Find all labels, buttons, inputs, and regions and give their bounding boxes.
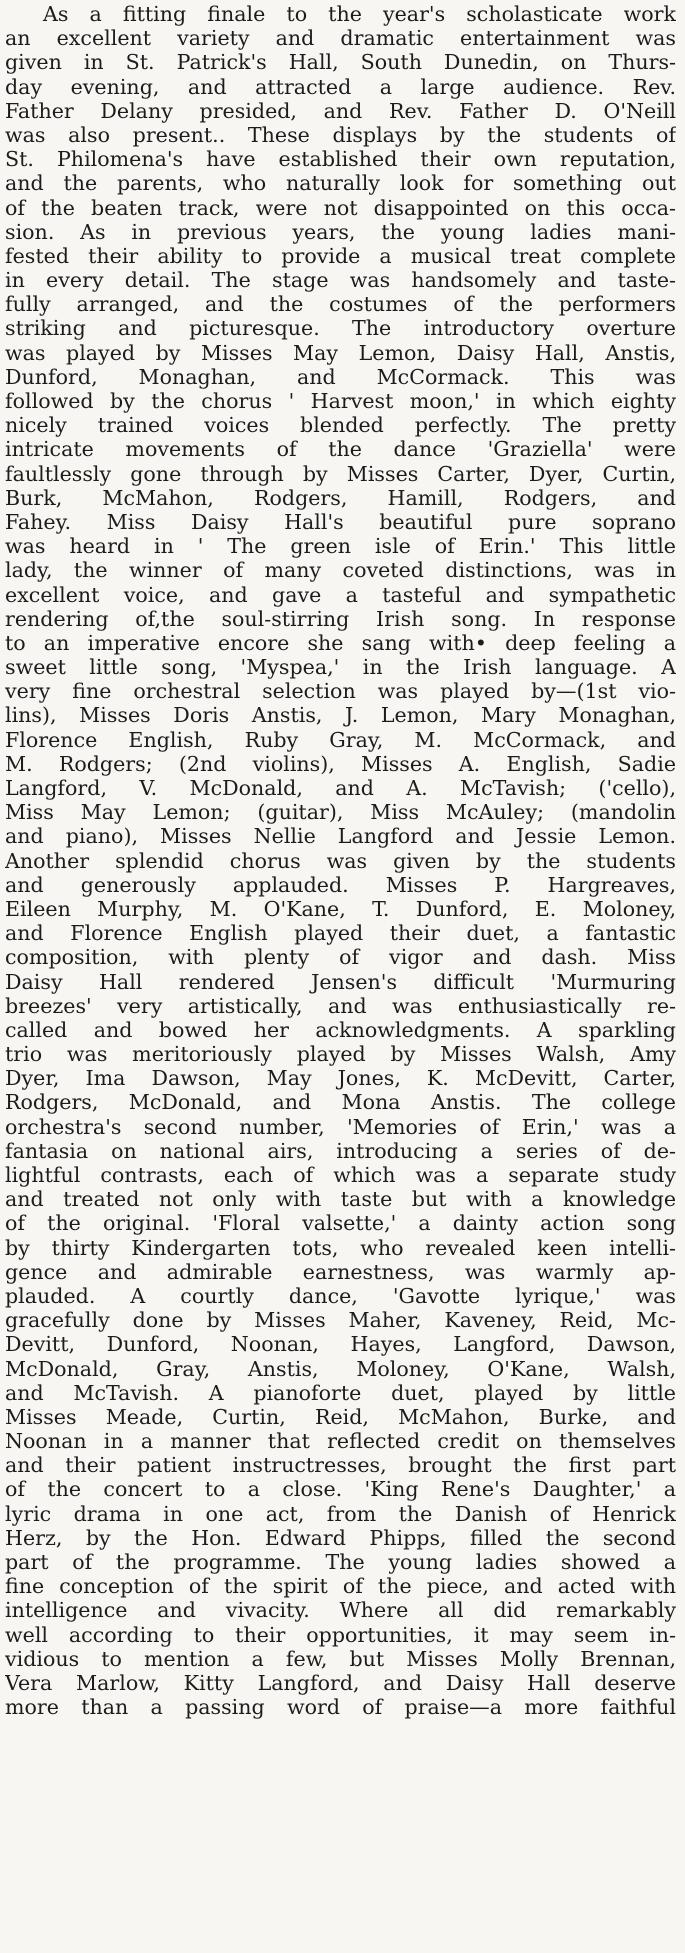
article-line: and McTavish. A pianoforte duet, played by little — [5, 1380, 676, 1405]
article-line: Another splendid chorus was given by the students — [5, 848, 676, 873]
article-line: and generously applauded. Misses P. Hargreaves, — [5, 872, 676, 897]
article-line: plauded. A courtly dance, 'Gavotte lyrique,' was — [5, 1283, 676, 1308]
article-line: Fahey. Miss Daisy Hall's beautiful pure soprano — [5, 509, 676, 534]
article-line: day evening, and attracted a large audience. Rev. — [5, 74, 676, 99]
article-line: Father Delany presided, and Rev. Father D. O'Neill — [5, 98, 676, 123]
article-line: part of the programme. The young ladies showed a — [5, 1550, 676, 1574]
article-line: of the original. 'Floral valsette,' a dainty action song — [5, 1211, 676, 1236]
article-line: given in St. Patrick's Hall, South Dunedin, on Thurs- — [5, 50, 676, 75]
article-line: rendering of,the soul-stirring Irish song. In response — [5, 606, 676, 631]
article-line: fested their ability to provide a musical treat complete — [5, 243, 676, 268]
article-line: called and bowed her acknowledgments. A sparkling — [5, 1017, 676, 1042]
article-line: nicely trained voices blended perfectly. The pretty — [5, 413, 676, 438]
article-line: Daisy Hall rendered Jensen's difficult 'Murmuring — [5, 969, 676, 994]
article-line: and piano), Misses Nellie Langford and Jessie Lemon. — [5, 824, 676, 849]
article-line: vidious to mention a few, but Misses Molly Brennan, — [5, 1646, 676, 1671]
article-line: Eileen Murphy, M. O'Kane, T. Dunford, E. Moloney, — [5, 896, 676, 921]
article-line: Herz, by the Hon. Edward Phipps, filled the second — [5, 1525, 676, 1550]
article-line: was played by Misses May Lemon, Daisy Hall, Anstis, — [5, 340, 676, 365]
article-line: Dyer, Ima Dawson, May Jones, K. McDevitt, Carter, — [5, 1066, 676, 1091]
article-line: intelligence and vivacity. Where all did remarkably — [5, 1598, 676, 1623]
article-line: Langford, V. McDonald, and A. McTavish; ('cello), — [5, 776, 676, 800]
article-line: well according to their opportunities, it may seem in- — [5, 1622, 676, 1647]
article-line: fully arranged, and the costumes of the performers — [5, 292, 676, 317]
article-line: was heard in ' The green isle of Erin.' This little — [5, 534, 676, 559]
article-line: Noonan in a manner that reflected credit on themselves — [5, 1429, 676, 1454]
article-line: more than a passing word of praise—a more faithful — [5, 1695, 676, 1720]
article-line: breezes' very artistically, and was enthusiastically re- — [5, 993, 676, 1018]
article-body — [5, 2, 676, 1719]
article-line: intricate movements of the dance 'Graziella' were — [5, 437, 676, 462]
article-line: gence and admirable earnestness, was warmly ap- — [5, 1259, 676, 1284]
article-line: by thirty Kindergarten tots, who revealed keen intelli- — [5, 1235, 676, 1260]
article-line: composition, with plenty of vigor and dash. Miss — [5, 945, 676, 970]
article-line: lightful contrasts, each of which was a separate study — [5, 1163, 676, 1187]
article-line: and Florence English played their duet, a fantastic — [5, 921, 676, 946]
article-line: trio was meritoriously played by Misses Walsh, Amy — [5, 1042, 676, 1067]
article-line: Miss May Lemon; (guitar), Miss McAuley; (mandolin — [5, 800, 676, 825]
article-line: and their patient instructresses, brought the first part — [5, 1453, 676, 1478]
article-line: fine conception of the spirit of the piece, and acted with — [5, 1574, 676, 1599]
article-line: and the parents, who naturally look for something out — [5, 171, 676, 196]
article-line: Devitt, Dunford, Noonan, Hayes, Langford, Dawson, — [5, 1332, 676, 1357]
article-line: McDonald, Gray, Anstis, Moloney, O'Kane, Walsh, — [5, 1356, 676, 1381]
article-line: faultlessly gone through by Misses Carter, Dyer, Curtin, — [5, 461, 676, 486]
article-line: excellent voice, and gave a tasteful and sympathetic — [5, 582, 676, 607]
article-line: St. Philomena's have established their own reputation, — [5, 147, 676, 172]
article-line: lady, the winner of many coveted distinctions, was in — [5, 558, 676, 583]
article-line: lins), Misses Doris Anstis, J. Lemon, Mary Monaghan, — [5, 703, 676, 728]
article-line: Burk, McMahon, Rodgers, Hamill, Rodgers, and — [5, 485, 676, 510]
article-line: of the concert to a close. 'King Rene's Daughter,' a — [5, 1477, 676, 1502]
article-line: of the beaten track, were not disappointed on this occa- — [5, 195, 676, 220]
article-line: Florence English, Ruby Gray, M. McCormack, and — [5, 727, 676, 752]
article-line: to an imperative encore she sang with• deep feeling a — [5, 630, 676, 655]
article-line: an excellent variety and dramatic entertainment was — [5, 26, 676, 51]
article-line: M. Rodgers; (2nd violins), Misses A. English, Sadie — [5, 751, 676, 776]
article-line: gracefully done by Misses Maher, Kaveney, Reid, Mc- — [5, 1308, 676, 1333]
article-line: was also present.. These displays by the students of — [5, 122, 676, 147]
article-line: Vera Marlow, Kitty Langford, and Daisy Hall deserve — [5, 1670, 676, 1695]
article-line: As a fitting finale to the year's scholasticate work — [43, 2, 676, 26]
article-line: striking and picturesque. The introductory overture — [5, 316, 676, 341]
article-line: and treated not only with taste but with a knowledge — [5, 1187, 676, 1212]
article-line: Misses Meade, Curtin, Reid, McMahon, Burke, and — [5, 1404, 676, 1429]
article-line: very fine orchestral selection was played by—(1st vio- — [5, 679, 676, 704]
article-line: sion. As in previous years, the young ladies mani- — [5, 219, 676, 244]
article-line: followed by the chorus ' Harvest moon,' in which eighty — [5, 389, 676, 413]
article-line: Dunford, Monaghan, and McCormack. This was — [5, 364, 676, 389]
article-line: Rodgers, McDonald, and Mona Anstis. The college — [5, 1090, 676, 1115]
article-line: orchestra's second number, 'Memories of Erin,' was a — [5, 1114, 676, 1139]
article-line: sweet little song, 'Myspea,' in the Irish language. A — [5, 655, 676, 680]
article-line: fantasia on national airs, introducing a series of de- — [5, 1138, 676, 1163]
article-line: in every detail. The stage was handsomely and taste- — [5, 268, 676, 293]
article-line: lyric drama in one act, from the Danish of Henrick — [5, 1501, 676, 1526]
